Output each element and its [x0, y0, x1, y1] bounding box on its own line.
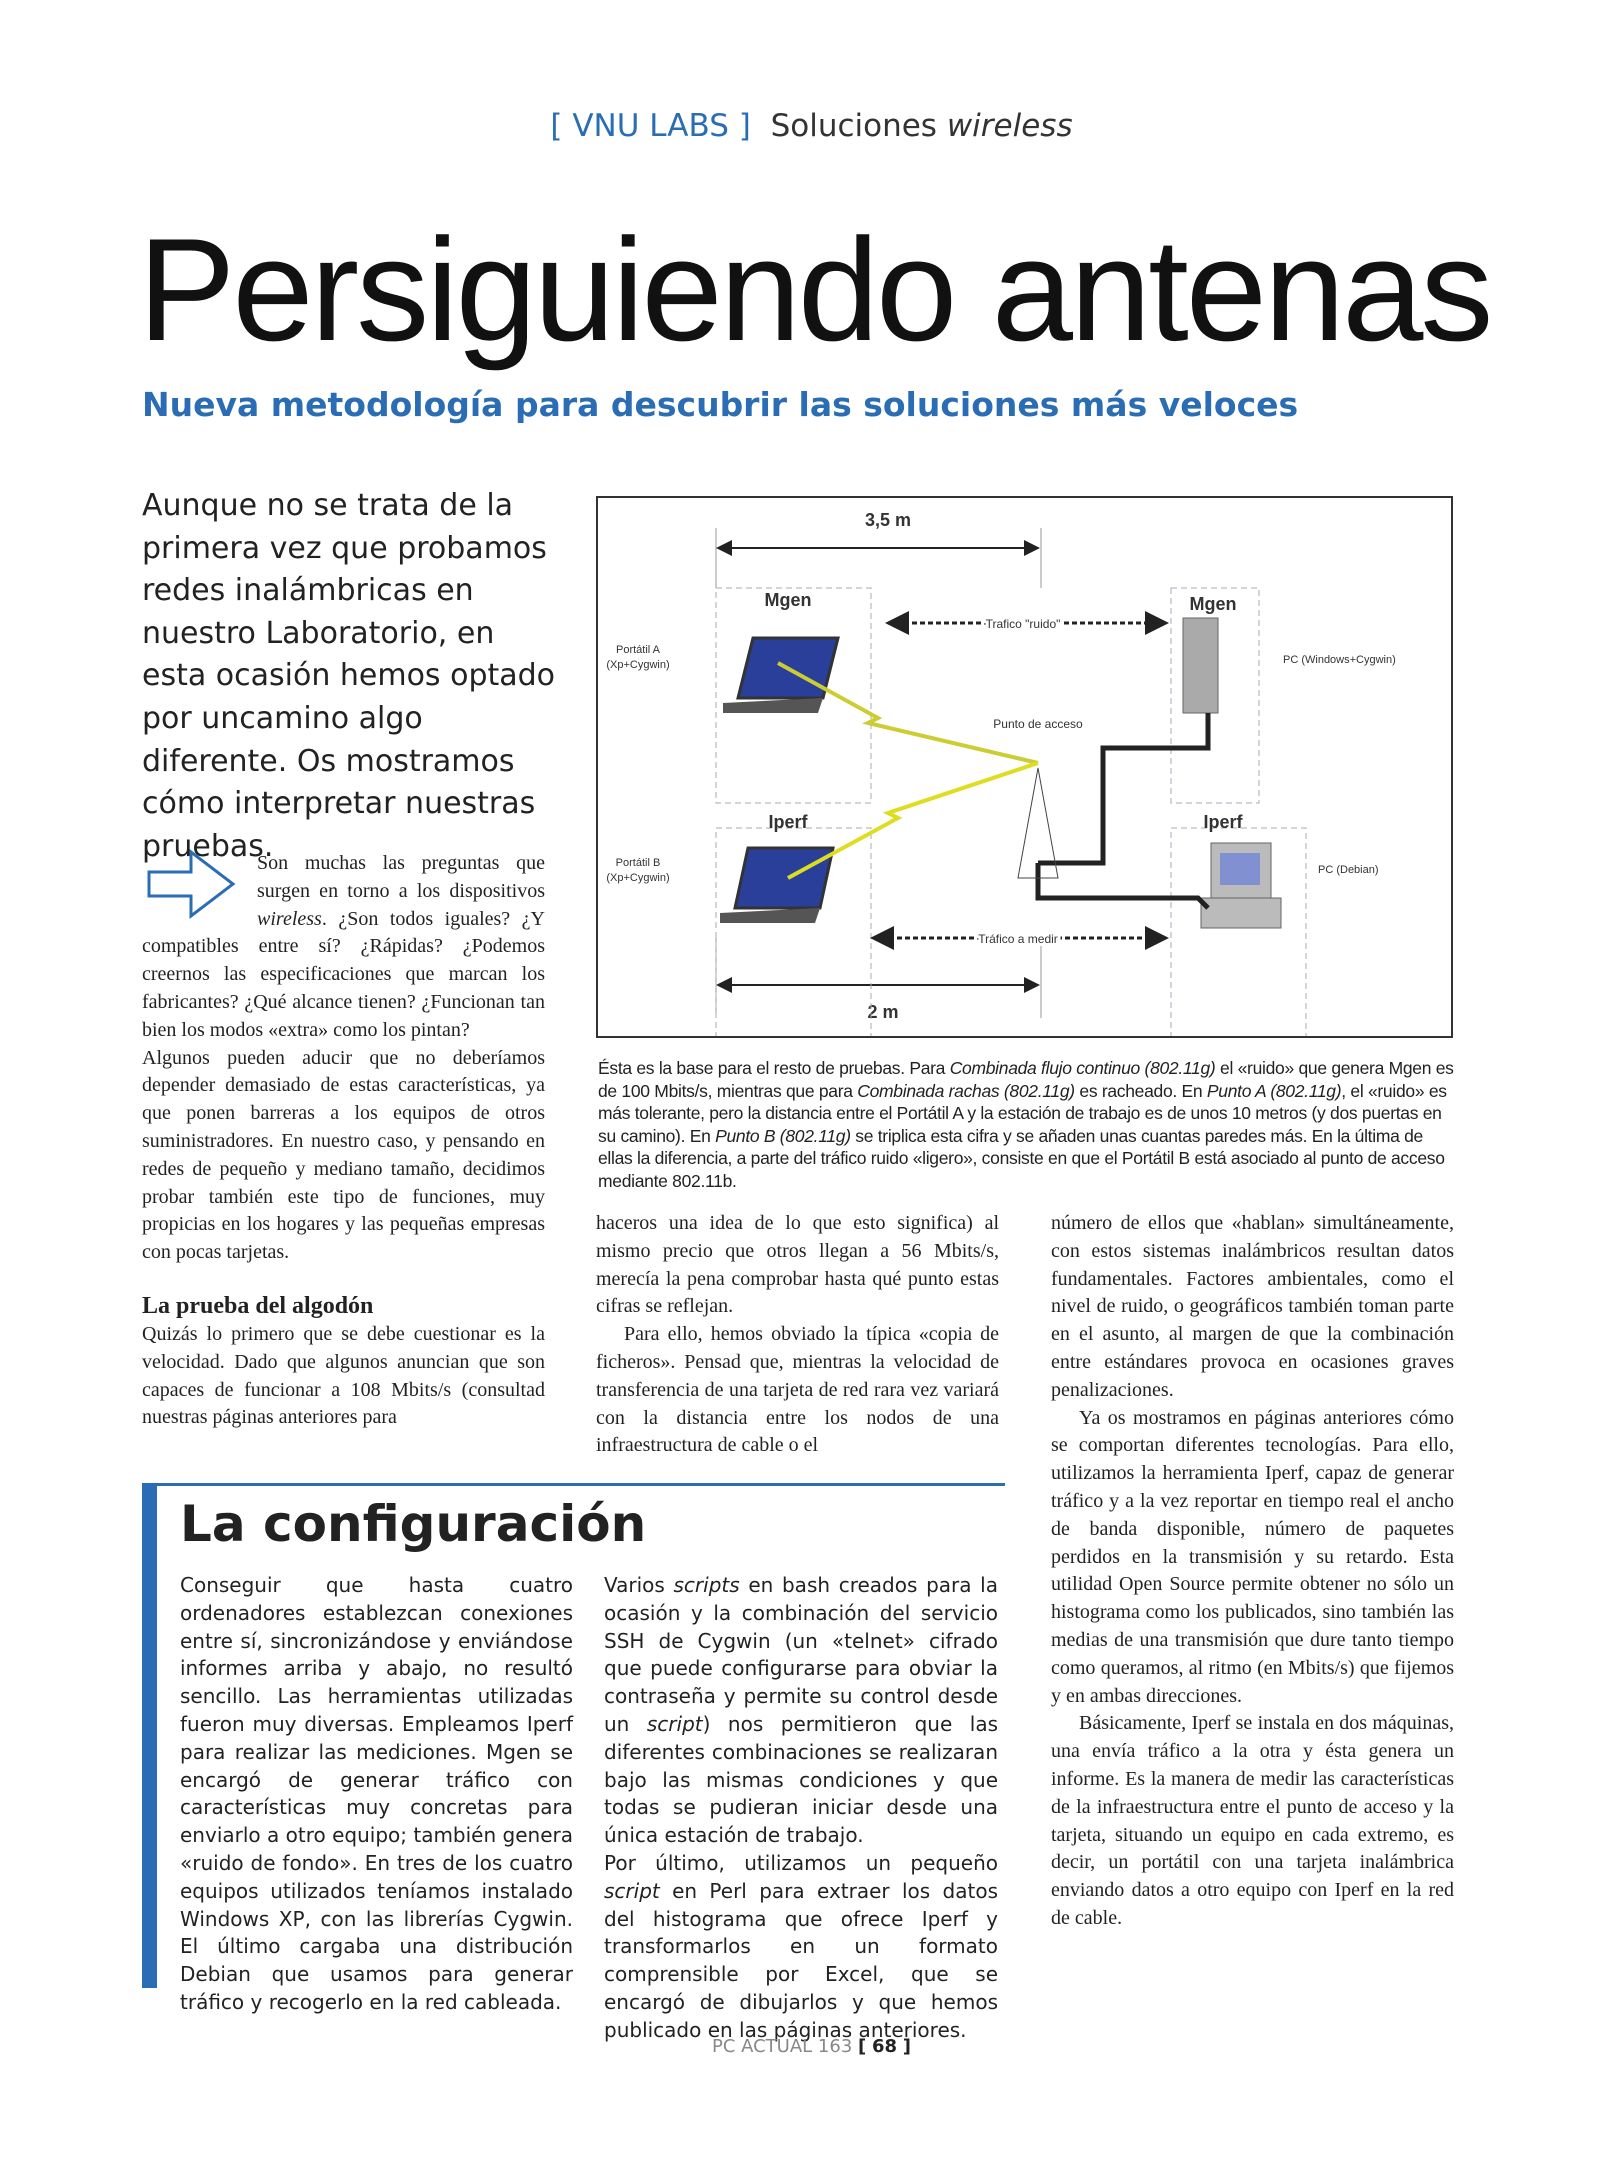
- left-column: [142, 850, 545, 1432]
- kicker-section: VNU LABS: [572, 108, 729, 144]
- mid-paragraph-1: haceros una idea de lo que esto significa) al mismo precio que otros llegan a 56 Mbits/s, merecía la pena comprobar hasta qué punto estas cifras se reflejan.: [596, 1212, 999, 1318]
- middle-column: [596, 1210, 999, 1460]
- laptop-icon: [720, 848, 833, 923]
- laptop-a-label: Portátil A: [615, 644, 661, 656]
- page-footer: PC ACTUAL 163 [ 68 ]: [711, 2036, 912, 2057]
- section-kicker: [0, 108, 1623, 144]
- pc-windows-label: PC (Windows+Cygwin): [1283, 654, 1396, 666]
- iperf-right-label: Iperf: [1203, 812, 1243, 832]
- laptop-a-os-label: (Xp+Cygwin): [606, 659, 670, 671]
- mgen-left-label: Mgen: [764, 590, 812, 610]
- kicker-bracket-open: [: [550, 108, 563, 144]
- noise-traffic-label: Trafico "ruido": [985, 617, 1061, 631]
- kicker-topic-italic: wireless: [946, 108, 1073, 144]
- mgen-right-label: Mgen: [1189, 594, 1237, 614]
- tower-pc-icon: [1183, 618, 1218, 713]
- intro-text: Aunque no se trata de la primera vez que probamos redes inalámbricas en nuestro Laboratorio, en esta ocasión hemos optado por uncamino algo diferente. Os mostramos cómo interpretar nuestras pruebas.: [142, 488, 556, 864]
- right-column: [1051, 1210, 1454, 1933]
- distance-bottom-label: 2 m: [867, 1002, 899, 1022]
- left-paragraph-2: Algunos pueden aducir que no deberíamos depender demasiado de estas características, ya que ponen barreras a los equipos de otros suministradores. En nuestro caso, y pensando en redes de pequeño y mediano tamaño, decidimos probar también este tipo de funciones, muy propicias en los hogares y las pequeñas empresas con pocas tarjetas.: [142, 1046, 545, 1264]
- kicker-bracket-close: ]: [738, 108, 751, 144]
- right-paragraph-1: número de ellos que «hablan» simultáneamente, con estos sistemas inalámbricos resultan datos fundamentales. Factores ambientales, como el nivel de ruido, o geográficos también toman parte en el asunto, al margen de que la combinación entre estándares provoca en ocasiones graves penalizaciones.: [1051, 1212, 1454, 1401]
- box-column-1: Conseguir que hasta cuatro ordenadores establezcan conexiones entre sí, sincronizándose y enviándose informes arriba y abajo, no resultó sencillo. Las herramientas utilizadas fueron muy diversas. Empleamos Iperf para realizar las mediciones. Mgen se encargó de generar tráfico con características muy concretas para enviarlo a otro equipo; también genera «ruido de fondo». En tres de los cuatro equipos utilizados teníamos instalado Windows XP, con las librerías Cygwin. El último cargaba una distribución Debian que usamos para generar tráfico y recogerlo en la red cableada.: [180, 1573, 573, 2014]
- page-title: Persiguiendo antenas: [138, 208, 1491, 371]
- measure-traffic-label: Tráfico a medir: [978, 932, 1058, 946]
- laptop-b-label: Portátil B: [615, 857, 661, 869]
- figure-caption: Ésta es la base para el resto de pruebas. Para Combinada flujo continuo (802.11g) el «ruido» que genera Mgen es de 100 Mbits/s, mientras que para Combinada rachas (802.11g) es racheado. En Punto A (802.11g), el «ruido» es más tolerante, pero la distancia entre el Portátil A y la estación de trabajo es de unos 10 metros (y dos puertas en su camino). En Punto B (802.11g) se triplica esta cifra y se añaden unas cuantas paredes más. En la última de ellas la diferencia, a parte del tráfico ruido «ligero», consiste en que el Portátil B está asociado al punto de acceso mediante 802.11b.: [598, 1058, 1454, 1191]
- page-number: 68: [871, 2036, 898, 2057]
- magazine-issue: PC ACTUAL 163: [711, 2036, 853, 2057]
- page-subtitle: Nueva metodología para descubrir las soluciones más veloces: [142, 385, 1299, 424]
- kicker-topic: Soluciones: [770, 108, 937, 144]
- section-heading: La prueba del algodón: [142, 1292, 374, 1319]
- network-diagram: [596, 496, 1453, 1038]
- right-paragraph-3: Básicamente, Iperf se instala en dos máquinas, una envía tráfico a la otra y ésta genera un informe. Es la manera de medir las características de la infraestructura entre el punto de acceso y la tarjeta, situando un equipo en cada extremo, es decir, un portátil con una tarjeta inalámbrica enviando datos a otro equipo con Iperf en la red de cable.: [1051, 1712, 1454, 1929]
- iperf-left-label: Iperf: [768, 812, 808, 832]
- box-top-rule: [142, 1483, 1005, 1486]
- desktop-pc-icon: [1201, 843, 1281, 928]
- box-heading: La configuración: [180, 1495, 647, 1553]
- laptop-b-os-label: (Xp+Cygwin): [606, 872, 670, 884]
- left-paragraph-3: Quizás lo primero que se debe cuestionar es la velocidad. Dado que algunos anuncian que son capaces de funcionar a 108 Mbits/s (consultad nuestras páginas anteriores para: [142, 1322, 545, 1429]
- box-side-bar: [142, 1483, 157, 1988]
- access-point-label: Punto de acceso: [993, 717, 1083, 731]
- right-paragraph-2: Ya os mostramos en páginas anteriores cómo se comportan diferentes tecnologías. Para ello, utilizamos la herramienta Iperf, capaz de generar tráfico y a la vez reportar en tiempo real el ancho de banda disponible, número de paquetes perdidos en la transmisión y su retardo. Esta utilidad Open Source permite obtener no sólo un histograma como los publicados, sino también las medias de una transmisión que dure tanto tiempo como queramos, al ritmo (en Mbits/s) que fijemos y en ambas direcciones.: [1051, 1406, 1454, 1707]
- pc-debian-label: PC (Debian): [1318, 864, 1379, 876]
- laptop-icon: [723, 638, 838, 713]
- left-paragraph-1: Son muchas las preguntas que surgen en torno a los dispositivos wireless. ¿Son todos iguales? ¿Y compatibles entre sí? ¿Rápidas? ¿Podemos creernos las especificaciones que marcan los fabricantes? ¿Qué alcance tienen? ¿Funcionan tan bien los modos «extra» como los pintan?: [142, 852, 545, 1041]
- box-column-2: Varios scripts en bash creados para la ocasión y la combinación del servicio SSH de Cygwin (un «telnet» cifrado que puede configurarse para obviar la contraseña y permite su control desde un script) nos permitieron que las diferentes combinaciones se realizaran bajo las mismas condiciones y que todas se pudieran iniciar desde una única estación de trabajo. Por último, utilizamos un pequeño script en Perl para extraer los datos del histograma que ofrece Iperf y transformarlos en un formato comprensible por Excel, que se encargó de dibujarlos y que hemos publicado en las páginas anteriores.: [604, 1573, 999, 2042]
- distance-top-label: 3,5 m: [864, 510, 912, 530]
- mid-paragraph-2: Para ello, hemos obviado la típica «copia de ficheros». Pensad que, mientras la velocidad de transferencia de una tarjeta de red rara vez variará con la distancia entre los nodos de una infraestructura de cable o el: [596, 1323, 999, 1457]
